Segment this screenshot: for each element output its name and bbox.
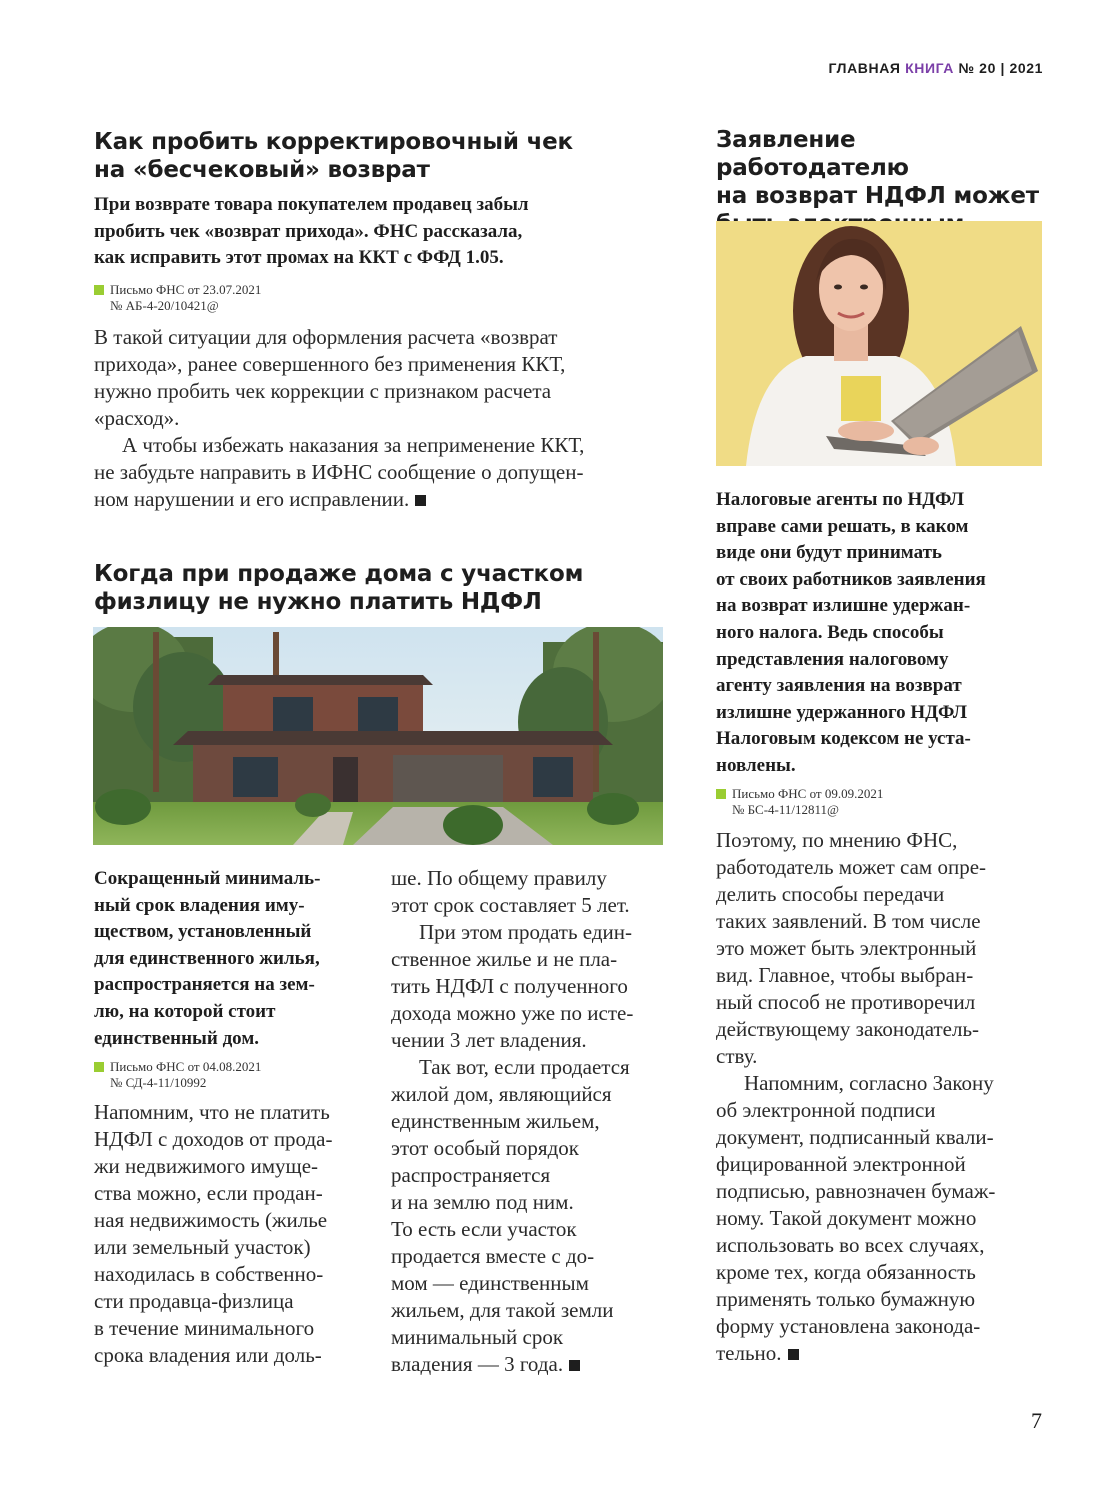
article-2-body-col2: ше. По общему правилу этот срок составляет 5 лет. При этом продать един- ственное жилье и не пла- тить НДФЛ с полученного дохода можно уже по исте- чении 3 лет владения. Так вот, если продается жилой дом, являющийся единственным жильем, этот особый порядок распространяется и на землю под ним. То есть если участок продается вместе с до- мом — единственным жильем, для такой земли минимальный срок владения — 3 года. bbox=[391, 866, 634, 1376]
article-2-lead: Сокращенный минималь- ный срок владения иму- ществом, установленный для единственного жилья, распространяется на зем- лю, на которой стоит единственный дом. bbox=[94, 868, 321, 1049]
article-2-title: Когда при продаже дома с участком физлицу не нужно платить НДФЛ bbox=[94, 561, 584, 615]
bullet-square-icon bbox=[94, 1062, 104, 1072]
end-mark-icon bbox=[788, 1349, 799, 1360]
article-1 bbox=[94, 128, 654, 513]
article-3-body: Поэтому, по мнению ФНС, работодатель может сам опре- делить способы передачи таких заявлений. В том числе это может быть электронный вид. Главное, чтобы выбран- ный способ не противоречил действующему законодатель- ству. Напомним, согласно Закону об электронной подписи документ, подписанный квали- фицированной электронной подписью, равнозначен бумаж- ному. Такой документ можно использовать во всех случаях, кроме тех, когда обязанность применять только бумажную форму установлена законода- тельно. bbox=[716, 827, 996, 1365]
end-mark-icon bbox=[415, 495, 426, 506]
article-3-lead: Налоговые агенты по НДФЛ вправе сами решать, в каком виде они будут принимать от своих работников заявления на возврат излишне удержан- ного налога. Ведь способы представления налоговому агенту заявления на возврат излишне удержанного НДФЛ Налоговым кодексом не уста- новлены. bbox=[716, 489, 986, 776]
article-2-body-col1: Напомним, что не платить НДФЛ с доходов от прода- жи недвижимого имуще- ства можно, если продан- ная недвижимость (жилье или земельный участок) находилась в собственно- сти продавца-физлица в течение минимального срока владения или доль- bbox=[94, 1100, 333, 1368]
bullet-square-icon bbox=[94, 285, 104, 295]
bullet-square-icon bbox=[716, 789, 726, 799]
article-2-source: Письмо ФНС от 04.08.2021 № СД-4-11/10992 bbox=[94, 1059, 369, 1091]
article-2-column-1 bbox=[94, 866, 369, 1369]
page-number: 7 bbox=[1031, 1408, 1042, 1433]
woman-laptop-photo bbox=[716, 221, 1042, 466]
article-3-source: Письмо ФНС от 09.09.2021 № БС-4-11/12811@ bbox=[716, 786, 1056, 818]
article-1-body: В такой ситуации для оформления расчета «возврат прихода», ранее совершенного без применения ККТ, нужно пробить чек коррекции с признаком расчета «расход». А чтобы избежать наказания за неприменение ККТ, не забудьте направить в ИФНС сообщение о допущен- ном нарушении и его исправлении. bbox=[94, 324, 585, 511]
article-1-source: Письмо ФНС от 23.07.2021 № АБ-4-20/10421@ bbox=[94, 282, 654, 314]
running-header bbox=[828, 60, 1043, 76]
house-photo bbox=[93, 627, 663, 845]
end-mark-icon bbox=[569, 1360, 580, 1371]
article-1-title: Как пробить корректировочный чек на «бесчековый» возврат bbox=[94, 129, 573, 183]
issue-number: № 20 | 2021 bbox=[958, 60, 1043, 76]
article-3-title: Заявление работодателю на возврат НДФЛ может bbox=[716, 127, 1039, 209]
article-1-lead: При возврате товара покупателем продавец забыл пробить чек «возврат прихода». ФНС рассказала, как исправить этот промах на ККТ с ФФД 1.05. bbox=[94, 194, 529, 269]
magazine-name-part2: КНИГА bbox=[905, 60, 954, 76]
article-3 bbox=[716, 487, 1056, 1367]
magazine-name-part1: ГЛАВНАЯ bbox=[828, 60, 901, 76]
